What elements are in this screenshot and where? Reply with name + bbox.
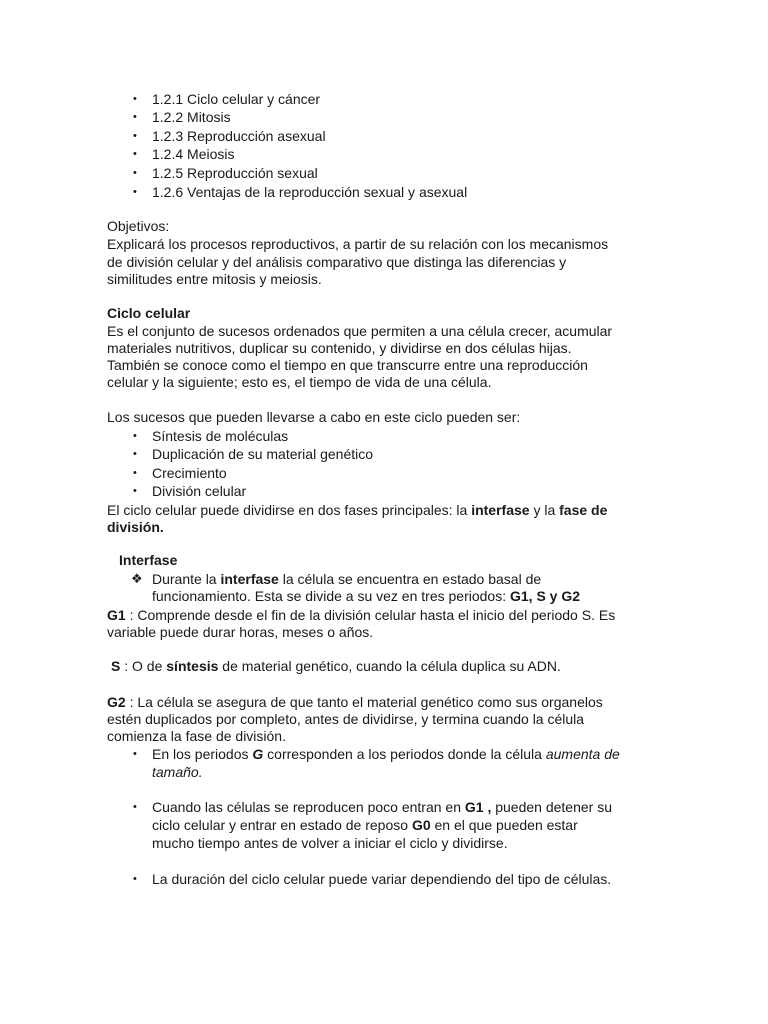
bullet-icon: •: [133, 485, 137, 497]
interfase-desc-d: funcionamiento. Esta se divide a su vez en tres periodos:: [152, 588, 510, 604]
note-1-line: [152, 745, 620, 763]
g2-line: [107, 693, 603, 711]
g1-label: G1: [107, 607, 126, 623]
fases-mid: y la: [529, 502, 560, 518]
ciclo-line: materiales nutritivos, duplicar su contenido, y dividirse en dos células hijas.: [107, 340, 572, 356]
note-2-line-2: [152, 816, 578, 834]
g2-text: : La célula se asegura de que tanto el material genético como sus organelos: [125, 694, 603, 710]
g1-text: : Comprende desde el fin de la división celular hasta el inicio del periodo S. Es: [125, 607, 616, 623]
objetivos-heading: Objetivos:: [107, 218, 170, 234]
note-1-line-2: [152, 763, 203, 781]
interfase-desc-line: [152, 570, 541, 588]
bullet-icon: •: [133, 748, 137, 760]
note-1-c: corresponden a los periodos donde la célula: [263, 746, 546, 762]
suceso-item: División celular: [152, 483, 247, 499]
fases-line-2: división.: [107, 519, 164, 535]
fases-interfase: interfase: [471, 502, 530, 518]
note-2-a: Cuando las células se reproducen poco entran en: [152, 799, 465, 815]
periodos-bold: G1, S y G2: [509, 588, 581, 604]
bullet-icon: •: [133, 111, 137, 123]
bullet-icon: •: [133, 130, 137, 142]
note-2-d: ciclo celular y entrar en estado de reposo: [152, 817, 412, 833]
s-text-a: : O de: [120, 658, 167, 674]
toc-item: 1.2.6 Ventajas de la reproducción sexual y asexual: [152, 184, 468, 200]
note-2-c: pueden detener su: [491, 799, 612, 815]
note-2-line-3: mucho tiempo antes de volver a iniciar el ciclo y dividirse.: [152, 835, 508, 851]
note-2-g0: G0: [411, 817, 431, 833]
note-1-d: aumenta de: [545, 746, 620, 762]
interfase-desc-a: Durante la: [152, 571, 221, 587]
objetivos-line: de división celular y del análisis comparativo que distinga las diferencias y: [107, 254, 567, 270]
note-2-f: en el que pueden estar: [430, 817, 578, 833]
s-line: [111, 657, 561, 675]
ciclo-line: Es el conjunto de sucesos ordenados que permiten a una célula crecer, acumular: [107, 323, 613, 339]
suceso-item: Duplicación de su material genético: [152, 446, 374, 462]
toc-item: 1.2.4 Meiosis: [152, 146, 235, 162]
g2-line-3: comienza la fase de división.: [107, 728, 286, 744]
objetivos-line: Explicará los procesos reproductivos, a partir de su relación con los mecanismos: [107, 236, 609, 252]
note-1-a: En los periodos: [152, 746, 253, 762]
note-1-e: tamaño.: [152, 764, 203, 780]
bullet-icon: •: [133, 430, 137, 442]
bullet-icon: •: [133, 186, 137, 198]
interfase-desc-line-2: [152, 587, 580, 605]
fases-line: [107, 501, 607, 519]
bullet-icon: •: [133, 873, 137, 885]
note-2-line: [152, 798, 612, 816]
objetivos-line: similitudes entre mitosis y meiosis.: [107, 271, 322, 287]
ciclo-line: celular y la siguiente; esto es, el tiempo de vida de una célula.: [107, 374, 492, 390]
fases-division: fase de: [559, 502, 608, 518]
s-text-b: de material genético, cuando la célula duplica su ADN.: [218, 658, 561, 674]
interfase-desc-c: la célula se encuentra en estado basal de: [278, 571, 542, 587]
bullet-icon: •: [133, 167, 137, 179]
note-1-g: G: [252, 746, 264, 762]
g1-line: [107, 606, 615, 624]
suceso-item: Crecimiento: [152, 465, 227, 481]
note-2-g1: G1 ,: [464, 799, 492, 815]
fases-text: El ciclo celular puede dividirse en dos fases principales: la: [107, 502, 472, 518]
toc-item: 1.2.1 Ciclo celular y cáncer: [152, 91, 321, 107]
diamond-bullet-icon: ❖: [131, 571, 143, 586]
toc-item: 1.2.5 Reproducción sexual: [152, 165, 318, 181]
g2-line-2: estén duplicados por completo, antes de dividirse, y termina cuando la célula: [107, 711, 585, 727]
bullet-icon: •: [133, 148, 137, 160]
bullet-icon: •: [133, 448, 137, 460]
suceso-item: Síntesis de moléculas: [152, 428, 289, 444]
toc-item: 1.2.2 Mitosis: [152, 109, 231, 125]
s-label: S: [111, 658, 121, 674]
interfase-desc-bold: interfase: [220, 571, 279, 587]
sucesos-intro: Los sucesos que pueden llevarse a cabo en este ciclo pueden ser:: [107, 409, 521, 425]
s-bold: síntesis: [166, 658, 219, 674]
note-3-line: La duración del ciclo celular puede variar dependiendo del tipo de células.: [152, 871, 612, 887]
interfase-heading: Interfase: [119, 552, 178, 568]
g1-line-2: variable puede durar horas, meses o años.: [107, 624, 374, 640]
g2-label: G2: [107, 694, 126, 710]
ciclo-line: También se conoce como el tiempo en que transcurre entre una reproducción: [107, 357, 588, 373]
ciclo-heading: Ciclo celular: [107, 305, 191, 321]
bullet-icon: •: [133, 467, 137, 479]
bullet-icon: •: [133, 801, 137, 813]
toc-item: 1.2.3 Reproducción asexual: [152, 128, 326, 144]
bullet-icon: •: [133, 93, 137, 105]
